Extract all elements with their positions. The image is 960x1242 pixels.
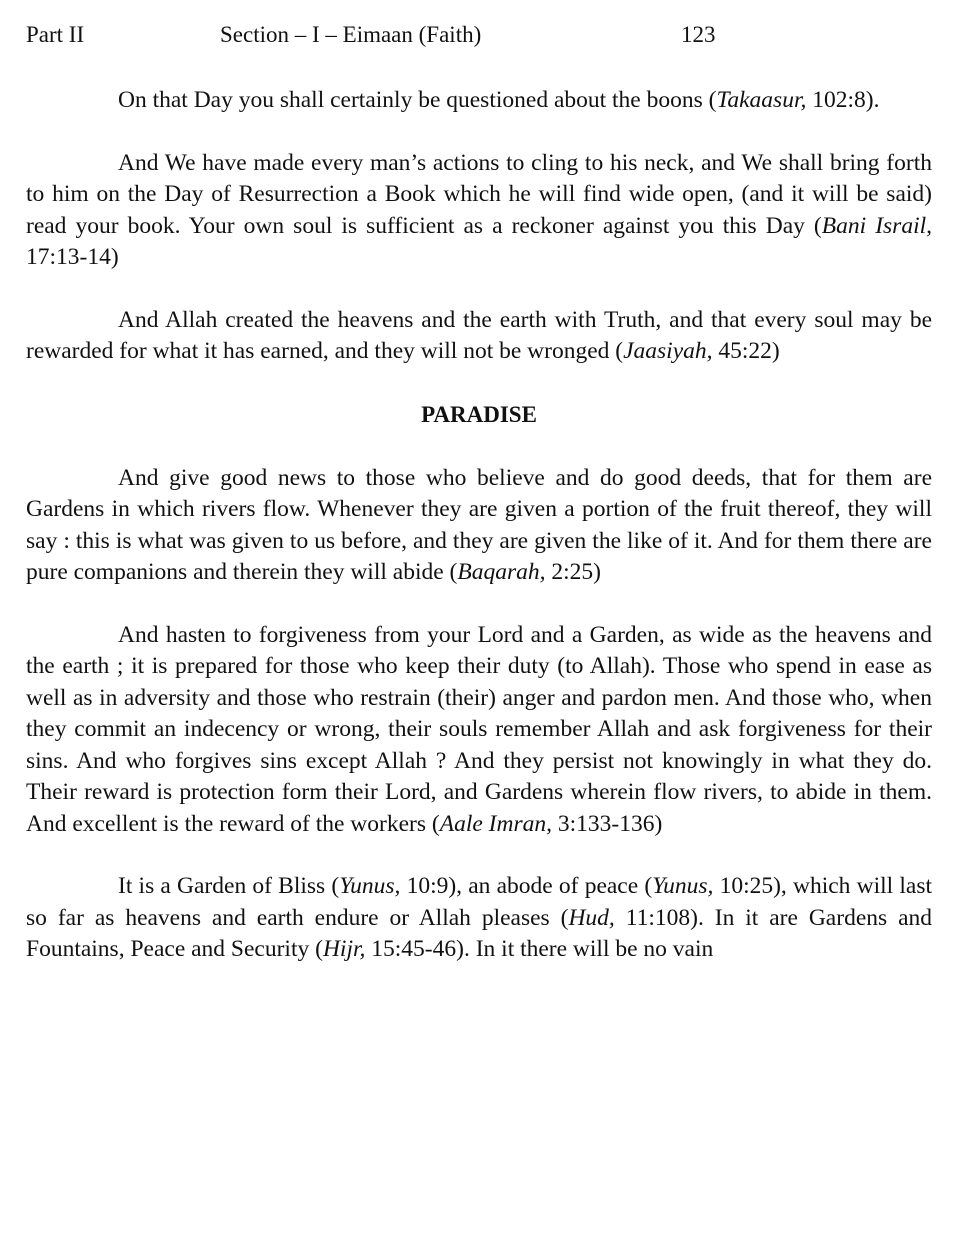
section-heading-paradise: PARADISE [421, 401, 537, 427]
paragraph-text: It is a Garden of Bliss ( [118, 873, 340, 899]
surah-reference: Hud, [568, 904, 615, 931]
surah-reference: Bani Israil, [821, 212, 932, 239]
paragraph-aale-imran [26, 620, 932, 841]
surah-reference: Yunus, [652, 873, 714, 899]
paragraph-baqarah [26, 463, 932, 589]
paragraph-text: 10:9), an abode of peace ( [400, 873, 653, 899]
header-section-title: Section – I – Eimaan (Faith) [220, 22, 482, 47]
paragraph-garden-of-bliss [26, 871, 932, 966]
paragraph-text: And give good news to those who believe and do good deeds, that for them are Gardens in which rivers flow. Whenever they are given a portion of the fruit thereof, they will say : this is what was given to us before, and they are given the like of it. And for them there are pure companions and therein they will abide ( [26, 464, 932, 585]
paragraph-text: And Allah created the heavens and the earth with Truth, and that every soul may be rewarded for what it has earned, and they will not be wronged ( [26, 306, 932, 364]
paragraph-text: On that Day you shall certainly be questioned about the boons ( [118, 87, 717, 113]
verse-reference: 45:22) [712, 338, 780, 364]
verse-reference: 3:133-136) [551, 810, 663, 837]
paragraph-text: 10:25), which will last so far as heavens and earth endure or Allah pleases ( [26, 873, 932, 931]
surah-reference: Aale Imran, [439, 810, 552, 837]
paragraph-text: And We have made every man’s actions to cling to his neck, and We shall bring forth to him on the Day of Resurrection a Book which he will find wide open, (and it will be said) read your book. Your own soul is sufficient as a reckoner against you this Day ( [26, 149, 932, 239]
verse-reference: 17:13-14) [26, 244, 119, 270]
document-page [26, 18, 932, 966]
paragraph-text: 15:45-46). In it there will be no vain [365, 936, 714, 962]
header-part: Part II [26, 22, 85, 47]
surah-reference: Baqarah, [457, 559, 546, 585]
running-header [26, 18, 932, 52]
header-page-number: 123 [681, 22, 716, 47]
surah-reference: Jaasiyah, [623, 338, 713, 364]
surah-reference: Yunus, [339, 873, 401, 899]
verse-reference: 102:8). [806, 87, 880, 113]
paragraph-text: And hasten to forgiveness from your Lord and a Garden, as wide as the heavens and the earth ; it is prepared for those who keep their duty (to Allah). Those who spend in ease as well as in adversity and those who restrain (their) anger and pardon men. And those who, when they commit an indecency or wrong, their souls remember Allah and ask forgiveness for their sins. And who forgives sins except Allah ? And they persist not knowingly in what they do. Their reward is protection form their Lord, and Gardens wherein flow rivers, to abide in them. And excellent is the reward of the workers ( [26, 621, 932, 837]
surah-reference: Hijr, [322, 936, 366, 962]
surah-reference: Takaasur, [716, 87, 807, 113]
paragraph-jaasiyah [26, 305, 932, 368]
paragraph-bani-israil [26, 148, 932, 274]
paragraph-text: 11:108). In it are Gardens and Fountains, Peace and Security ( [26, 904, 932, 962]
verse-reference: 2:25) [545, 559, 601, 585]
paragraph-takaasur [26, 85, 932, 117]
